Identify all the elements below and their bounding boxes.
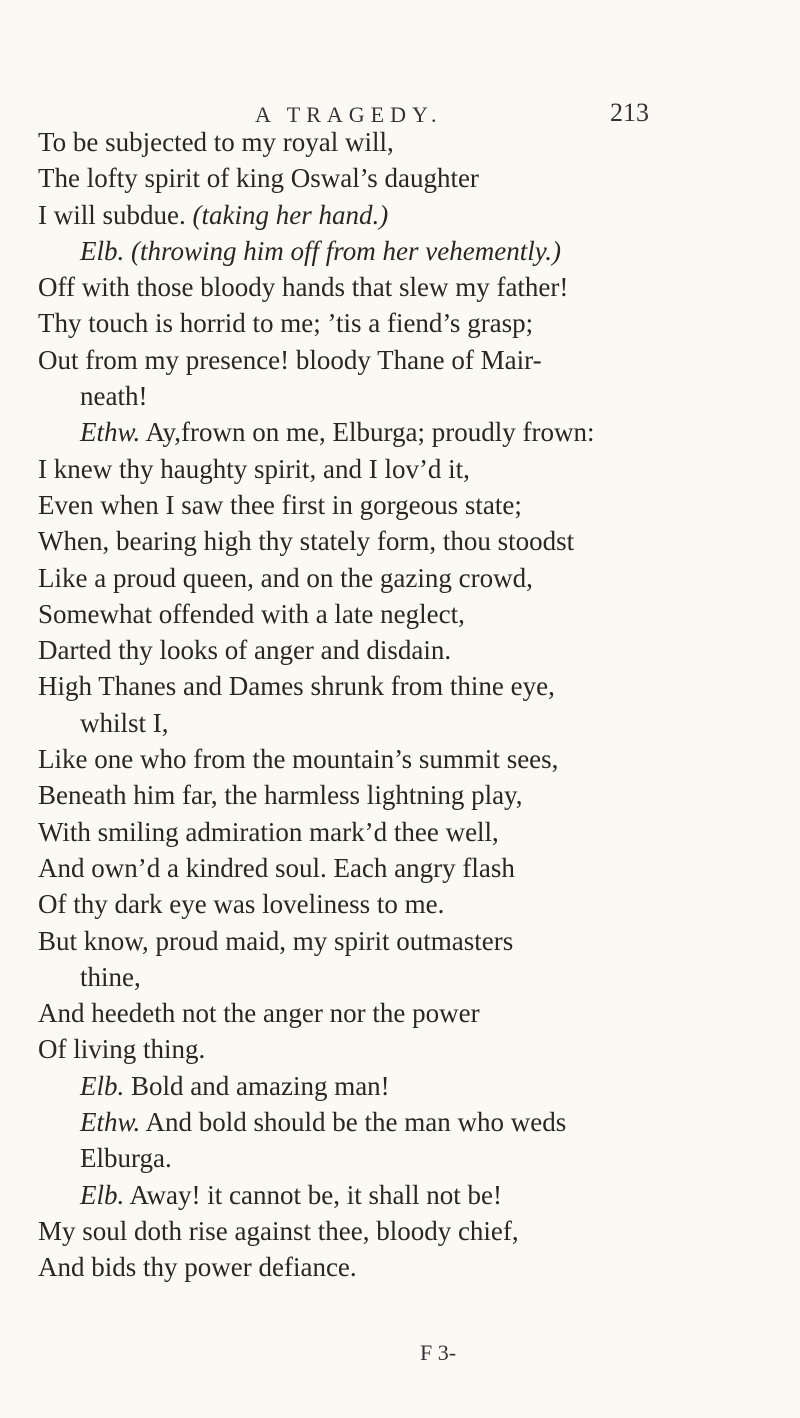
line-text: Away! it cannot be, it shall not be!: [124, 1179, 502, 1210]
line-text: neath!: [80, 381, 148, 412]
verse-line: [38, 1140, 778, 1176]
line-text: I knew thy haughty spirit, and I lov’d it,: [38, 453, 470, 484]
line-text: Even when I saw thee first in gorgeous state;: [38, 489, 522, 520]
line-text: And bold should be the man who weds: [140, 1107, 567, 1138]
line-text: Ay,frown on me, Elburga; proudly frown:: [140, 417, 595, 448]
line-text: Like one who from the mountain’s summit sees,: [38, 744, 559, 775]
line-text: And bids thy power defiance.: [38, 1252, 357, 1283]
line-text: Off with those bloody hands that slew my father!: [38, 272, 569, 303]
line-text: And heedeth not the anger nor the power: [38, 998, 480, 1029]
line-text: Elburga.: [80, 1143, 172, 1174]
line-text: Of thy dark eye was loveliness to me.: [38, 889, 445, 920]
signature-mark: F 3-: [420, 1340, 457, 1365]
line-text: Like a proud queen, and on the gazing crowd,: [38, 562, 533, 593]
verse-line: [38, 233, 778, 269]
verse-line: [38, 305, 778, 341]
verse-line: [38, 923, 778, 959]
speaker-name: Ethw.: [80, 417, 141, 448]
verse-line: [38, 378, 778, 414]
verse-line: [38, 1249, 778, 1285]
verse-line: [38, 705, 778, 741]
verse-line: [38, 160, 778, 196]
running-title: A TRAGEDY.: [255, 102, 443, 127]
line-text: thine,: [80, 961, 141, 992]
verse-line: [38, 451, 778, 487]
verse-line: [38, 1104, 778, 1140]
line-text: Out from my presence! bloody Thane of Mair-: [38, 344, 542, 375]
speaker-name: Ethw.: [80, 1107, 141, 1138]
line-text: Beneath him far, the harmless lightning play,: [38, 780, 523, 811]
verse-line: [38, 487, 778, 523]
line-text: My soul doth rise against thee, bloody chief,: [38, 1215, 519, 1246]
line-text: Of living thing.: [38, 1034, 206, 1065]
verse-line: [38, 741, 778, 777]
verse-line: [38, 850, 778, 886]
line-text: With smiling admiration mark’d thee well,: [38, 816, 499, 847]
verse-line: [38, 414, 778, 450]
verse-line: [38, 342, 778, 378]
line-text: And own’d a kindred soul. Each angry flash: [38, 852, 515, 883]
verse-line: [38, 886, 778, 922]
verse-line: [38, 1213, 778, 1249]
line-text: Darted thy looks of anger and disdain.: [38, 635, 452, 666]
verse-line: [38, 632, 778, 668]
verse-line: [38, 197, 778, 233]
line-text: I will subdue.: [38, 199, 193, 230]
line-text: Thy touch is horrid to me; ’tis a fiend’s grasp;: [38, 308, 534, 339]
verse-line: [38, 596, 778, 632]
verse-line: [38, 814, 778, 850]
line-text: But know, proud maid, my spirit outmasters: [38, 925, 514, 956]
verse-line: [38, 1177, 778, 1213]
speaker-name: Elb.: [80, 235, 125, 266]
stage-direction: (taking her hand.): [192, 199, 389, 230]
line-text: The lofty spirit of king Oswal’s daughter: [38, 163, 479, 194]
verse-line: [38, 1031, 778, 1067]
verse-line: [38, 959, 778, 995]
speaker-name: Elb.: [80, 1179, 125, 1210]
line-text: When, bearing high thy stately form, thou stoodst: [38, 526, 575, 557]
line-text: Somewhat offended with a late neglect,: [38, 598, 465, 629]
line-text: To be subjected to my royal will,: [38, 127, 394, 157]
line-text: whilst I,: [80, 707, 169, 738]
verse-text: [38, 124, 778, 1286]
page-number: 213: [610, 98, 649, 127]
verse-line: [38, 995, 778, 1031]
verse-line: [38, 777, 778, 813]
line-text: High Thanes and Dames shrunk from thine eye,: [38, 671, 555, 702]
line-text: Bold and amazing man!: [124, 1070, 390, 1101]
verse-line: [38, 523, 778, 559]
verse-line: [38, 560, 778, 596]
verse-line: [38, 269, 778, 305]
verse-line: [38, 668, 778, 704]
speaker-name: Elb.: [80, 1070, 125, 1101]
verse-line: [38, 1068, 778, 1104]
stage-direction: (throwing him off from her vehemently.): [124, 235, 561, 266]
verse-line: [38, 124, 778, 160]
